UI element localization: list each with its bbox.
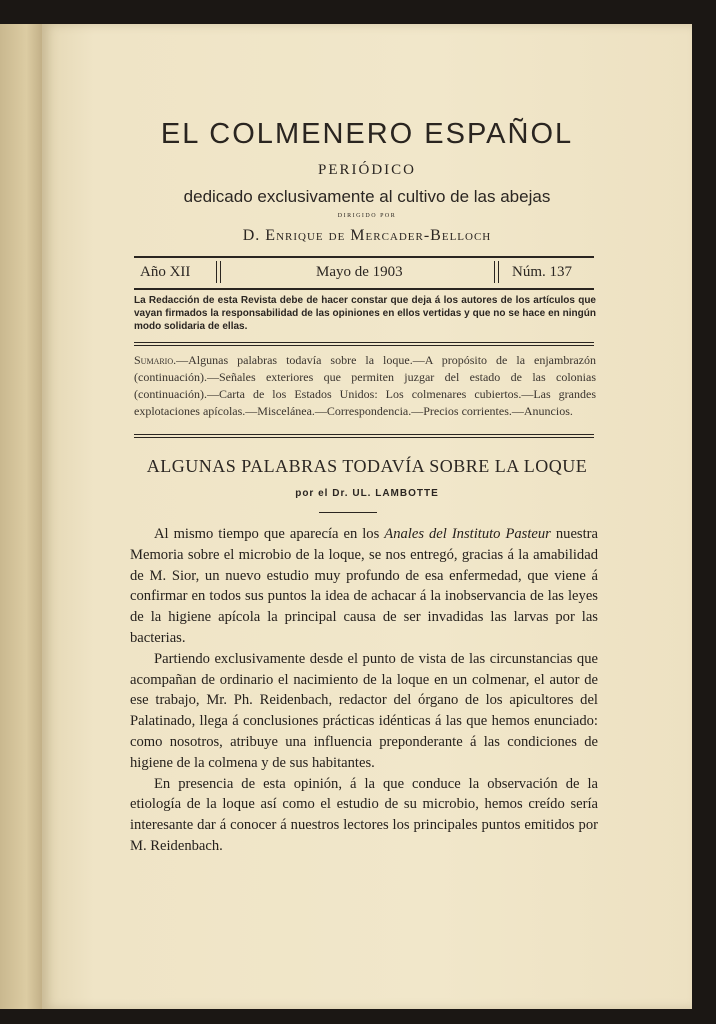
journal-title: Anales del Instituto Pasteur [384,526,551,542]
article-title: ALGUNAS PALABRAS TODAVÍA SOBRE LA LOQUE [146,456,588,476]
summary-lead: Sumario. [134,353,177,367]
article-paragraph [130,524,598,649]
divider-rule [134,342,594,343]
summary-text: —Algunas palabras todavía sobre la loque.—A propósito de la enjambrazón (continuación).—Señales exteriores que permiten juzgar del estado de las colonias (continuación).—Carta de los Estados Unidos: Los colmenares cubiertos.—Las grandes explotaciones apícolas.—Miscelánea.—Correspondencia.—Precios corrientes.—Anuncios. [134,353,596,418]
editorial-notice: La Redacción de esta Revista debe de hacer constar que deja á los autores de los artículos que vayan firmados la responsabilidad de las opiniones en ellos vertidas y que no se hace en ningún modo solidaria de ellas. [134,295,596,332]
article-paragraph: En presencia de esta opinión, á la que conduce la observación de la etiología de la loque así como el estudio de su microbio, hemos creído sería interesante dar á conocer á nuestros lectores los principales puntos emitidos por M. Reidenbach. [130,775,598,854]
paragraph-text: nuestra Memoria sobre el microbio de la loque, se nos entregó, gracias á la amabilidad de M. Sior, un nuevo estudio muy profundo de esa enfermedad, que viene á confirmar en todos sus puntos la idea de achacar á la inobservancia de las leyes de la higiene apícola la principal causa de ser invadidas las larvas por las bacterias. [130,526,598,646]
masthead-title: EL COLMENERO ESPAÑOL [160,118,574,150]
issue-date: Mayo de 1903 [316,264,403,280]
masthead-director: D. Enrique de Mercader-Belloch [242,227,492,244]
article-body [130,524,598,857]
masthead-subtitle: PERIÓDICO [317,162,416,178]
issue-divider [494,261,499,283]
byline-rule [319,512,377,513]
article-paragraph: Partiendo exclusivamente desde el punto de vista de las circunstancias que acompañan de ordinario el nacimiento de la loque en un colmenar, el autor de ese trabajo, Mr. Ph. Reidenbach, redactor del órgano de los apicultores del Palatinado, llega á conclusiones prácticas idénticas á las que hemos enunciado: como nosotros, atribuye una influencia preponderante á las condiciones de higiene de la colmena y de sus habitantes. [130,650,598,771]
issue-year: Año XII [140,264,191,280]
issue-number: Núm. 137 [512,264,572,280]
divider-rule [134,434,594,435]
document-page [42,24,692,1009]
masthead-tagline: dedicado exclusivamente al cultivo de las abejas [183,187,551,206]
masthead-directed-by: DIRIGIDO POR [337,213,397,219]
issue-info-bar [134,256,594,290]
summary-block [134,352,596,420]
issue-divider [216,261,221,283]
divider-rule [134,437,594,438]
divider-rule [134,345,594,346]
article-byline: por el Dr. UL. LAMBOTTE [295,488,439,499]
paragraph-text: Al mismo tiempo que aparecía en los [154,526,385,542]
